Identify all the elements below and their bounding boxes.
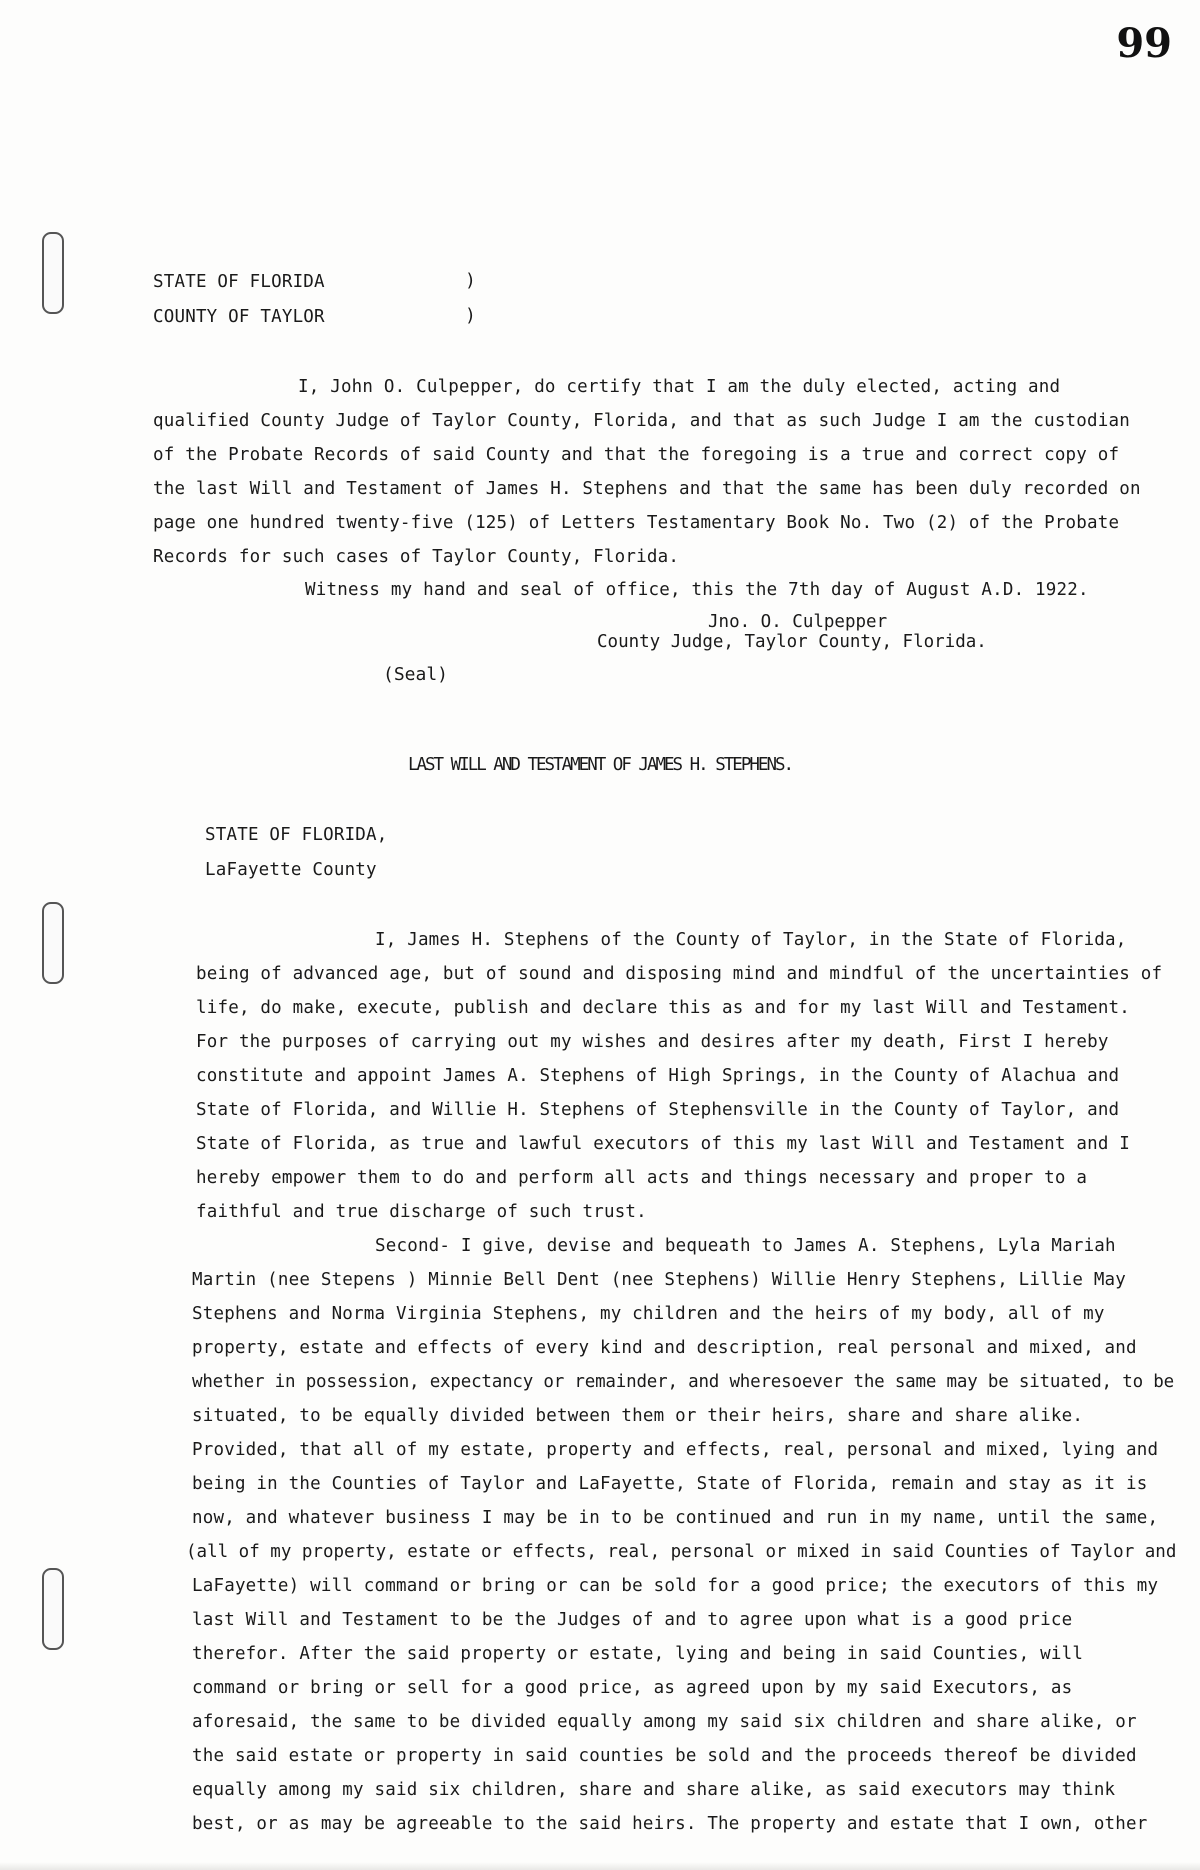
will-line: Martin (nee Stepens ) Minnie Bell Dent (nee Stephens) Willie Henry Stephens, Lillie May xyxy=(192,1270,1127,1290)
will-line: State of Florida, as true and lawful executors of this my last Will and Testament and I xyxy=(196,1134,1131,1154)
certificate-line: of the Probate Records of said County and that the foregoing is a true and correct copy of xyxy=(153,445,1120,465)
will-line: Second- I give, devise and bequeath to James A. Stephens, Lyla Mariah xyxy=(375,1236,1116,1256)
will-line: being in the Counties of Taylor and LaFayette, State of Florida, remain and stay as it is xyxy=(192,1474,1148,1494)
will-line: For the purposes of carrying out my wishes and desires after my death, First I hereby xyxy=(196,1032,1109,1052)
will-line: faithful and true discharge of such trust. xyxy=(196,1202,647,1222)
caption-paren: ) xyxy=(465,270,476,291)
caption-state: STATE OF FLORIDA xyxy=(153,272,325,292)
caption-paren: ) xyxy=(465,305,476,326)
binder-hole-icon xyxy=(42,232,64,314)
will-line: equally among my said six children, share and share alike, as said executors may think xyxy=(192,1780,1116,1800)
binder-hole-icon xyxy=(42,902,64,984)
certificate-line: page one hundred twenty-five (125) of Letters Testamentary Book No. Two (2) of the Probate xyxy=(153,513,1120,533)
will-line: therefor. After the said property or estate, lying and being in said Counties, will xyxy=(192,1644,1084,1664)
will-line: Provided, that all of my estate, property and effects, real, personal and mixed, lying and xyxy=(192,1440,1159,1460)
certificate-line: I, John O. Culpepper, do certify that I am the duly elected, acting and xyxy=(298,377,1061,397)
page-number: 99 xyxy=(1116,20,1172,67)
will-line: aforesaid, the same to be divided equally among my said six children and share alike, or xyxy=(192,1712,1137,1732)
will-line: situated, to be equally divided between them or their heirs, share and share alike. xyxy=(192,1406,1084,1426)
will-line: best, or as may be agreeable to the said heirs. The property and estate that I own, other xyxy=(192,1814,1148,1834)
witness-line: Witness my hand and seal of office, this the 7th day of August A.D. 1922. xyxy=(305,580,1089,600)
will-line: Stephens and Norma Virginia Stephens, my children and the heirs of my body, all of my xyxy=(192,1304,1105,1324)
will-line: being of advanced age, but of sound and disposing mind and mindful of the uncertainties of xyxy=(196,964,1163,984)
will-county: LaFayette County xyxy=(205,860,377,880)
seal-mark: (Seal) xyxy=(383,664,449,685)
will-line: State of Florida, and Willie H. Stephens of Stephensville in the County of Taylor, and xyxy=(196,1100,1120,1120)
will-line: property, estate and effects of every kind and description, real personal and mixed, and xyxy=(192,1338,1137,1358)
will-line: whether in possession, expectancy or remainder, and wheresoever the same may be situated, to be xyxy=(192,1372,1174,1392)
will-line: (all of my property, estate or effects, real, personal or mixed in said Counties of Taylor and xyxy=(186,1542,1177,1562)
certificate-line: qualified County Judge of Taylor County, Florida, and that as such Judge I am the custodian xyxy=(153,411,1130,431)
will-line: the said estate or property in said counties be sold and the proceeds thereof be divided xyxy=(192,1746,1137,1766)
will-line: hereby empower them to do and perform all acts and things necessary and proper to a xyxy=(196,1168,1088,1188)
will-line: now, and whatever business I may be in to be continued and run in my name, until the same, xyxy=(192,1508,1159,1528)
judge-signature-name: Jno. O. Culpepper xyxy=(708,612,888,632)
certificate-line: Records for such cases of Taylor County, Florida. xyxy=(153,547,680,567)
will-state: STATE OF FLORIDA, xyxy=(205,825,388,845)
will-line: last Will and Testament to be the Judges of and to agree upon what is a good price xyxy=(192,1610,1073,1630)
will-line: LaFayette) will command or bring or can be sold for a good price; the executors of this my xyxy=(192,1576,1159,1596)
will-line: constitute and appoint James A. Stephens of High Springs, in the County of Alachua and xyxy=(196,1066,1120,1086)
page-edge xyxy=(0,1862,1200,1870)
will-line: I, James H. Stephens of the County of Taylor, in the State of Florida, xyxy=(375,930,1127,950)
judge-signature-title: County Judge, Taylor County, Florida. xyxy=(597,632,987,652)
certificate-line: the last Will and Testament of James H. Stephens and that the same has been duly recorded on xyxy=(153,479,1141,499)
caption-county: COUNTY OF TAYLOR xyxy=(153,307,325,327)
will-title: LAST WILL AND TESTAMENT OF JAMES H. STEPHENS. xyxy=(407,755,793,775)
binder-hole-icon xyxy=(42,1568,64,1650)
will-line: command or bring or sell for a good price, as agreed upon by my said Executors, as xyxy=(192,1678,1073,1698)
will-line: life, do make, execute, publish and declare this as and for my last Will and Testament. xyxy=(196,998,1131,1018)
